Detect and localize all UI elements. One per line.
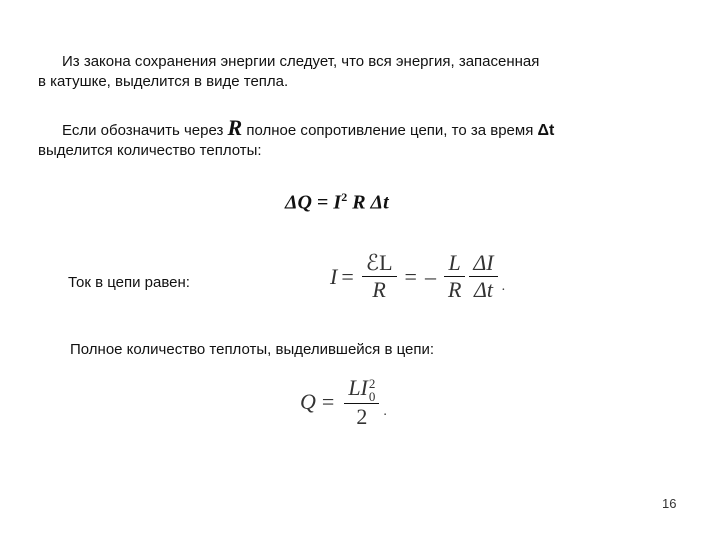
fraction-emf-denominator: R xyxy=(372,277,386,302)
numerator-li: LI xyxy=(348,375,368,400)
fraction-emf-numerator: ℰL xyxy=(365,250,393,275)
paragraph-energy-conservation xyxy=(38,52,688,92)
formula-total-heat xyxy=(300,375,387,430)
paragraph-2-text-a: Если обозначить через xyxy=(62,122,228,139)
fraction-di-over-dt xyxy=(469,250,497,303)
formula-current-i: I xyxy=(333,191,342,214)
fraction-li2-numerator xyxy=(344,375,379,403)
formula-current-equals-2: = xyxy=(404,263,417,289)
formula-q-symbol: Q xyxy=(300,389,316,415)
formula-total-period: . xyxy=(383,403,387,419)
fraction-l-denominator: R xyxy=(447,277,462,302)
formula-joule-heat xyxy=(285,190,389,215)
formula-delta-t: Δt xyxy=(370,191,389,214)
formula-current-minus: – xyxy=(424,263,436,289)
fraction-di-numerator: ΔI xyxy=(473,250,494,275)
variable-delta-t: Δt xyxy=(537,122,555,139)
variable-R: R xyxy=(227,115,243,140)
numerator-subscript: 0 xyxy=(368,388,376,404)
numerator-superscript: 2 xyxy=(368,375,376,391)
formula-current xyxy=(330,250,505,303)
total-heat-label: Полное количество теплоты, выделившейся в цепи: xyxy=(70,341,435,358)
paragraph-2-line-2: выделится количество теплоты: xyxy=(38,142,262,159)
formula-resistance-r: R xyxy=(347,191,371,214)
fraction-dt-denominator: Δt xyxy=(474,277,494,302)
formula-total-equals: = xyxy=(321,389,335,415)
paragraph-1-line-2: в катушке, выделится в виде тепла. xyxy=(38,73,289,90)
formula-delta-q: ΔQ xyxy=(285,191,312,214)
formula-current-equals-1: = xyxy=(341,263,354,289)
formula-equals: = xyxy=(311,191,334,214)
fraction-l-over-r xyxy=(444,250,465,303)
fraction-emf-over-r xyxy=(362,250,397,303)
fraction-2-denominator: 2 xyxy=(356,403,368,429)
paragraph-resistance xyxy=(38,115,698,161)
current-label: Ток в цепи равен: xyxy=(68,274,190,291)
paragraph-1-line-1: Из закона сохранения энергии следует, что вся энергия, запасенная xyxy=(62,53,540,70)
formula-current-period: . xyxy=(501,279,506,294)
page-number: 16 xyxy=(662,496,677,511)
formula-current-i-symbol: I xyxy=(330,263,338,289)
numerator-indices xyxy=(369,377,376,403)
paragraph-2-line-1 xyxy=(38,115,698,141)
fraction-li2-over-2 xyxy=(344,375,379,430)
fraction-l-numerator: L xyxy=(448,250,461,275)
paragraph-2-text-b: полное сопротивление цепи, то за время xyxy=(242,122,538,139)
formula-exponent: 2 xyxy=(341,190,348,204)
